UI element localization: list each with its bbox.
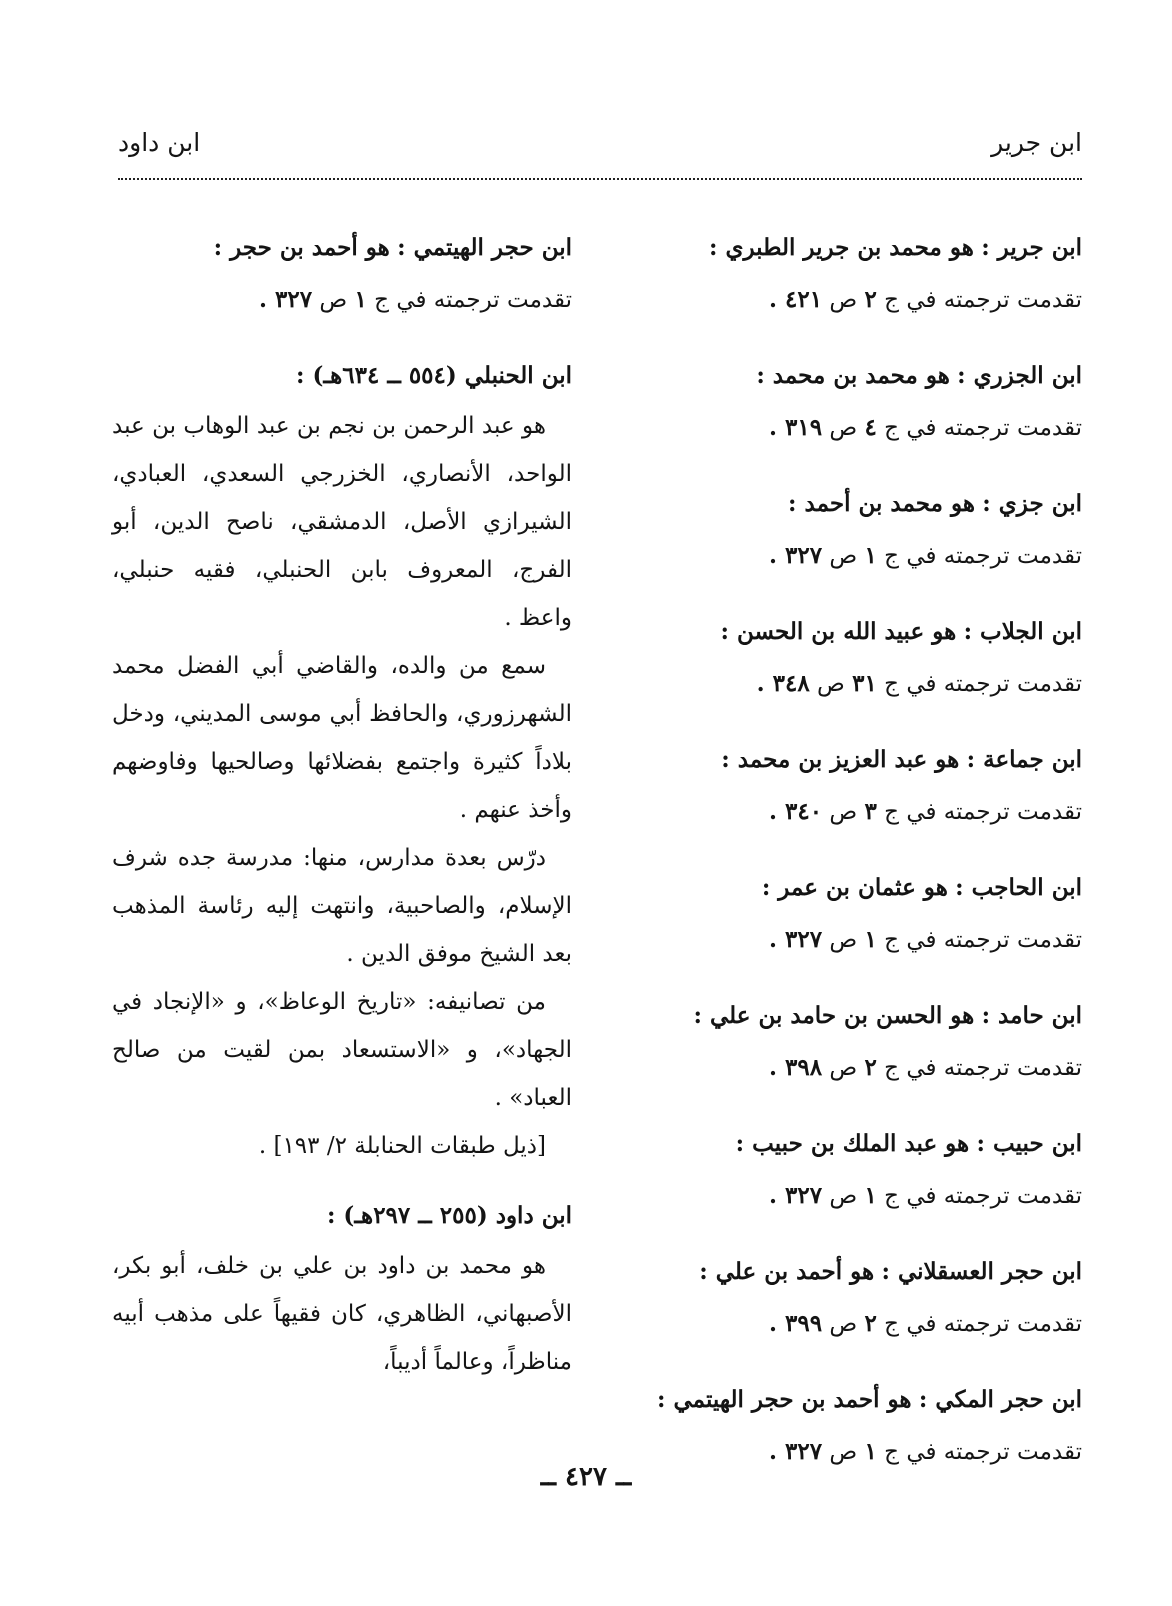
entry-reference: تقدمت ترجمته في ج ٢ ص ٣٩٨ .	[768, 1054, 1082, 1081]
entry-reference: تقدمت ترجمته في ج ١ ص ٣٢٧ .	[768, 542, 1082, 569]
entry-heading: ابن الحنبلي (٥٥٤ ــ ٦٣٤هـ) :	[296, 362, 572, 389]
right-column	[630, 222, 1082, 1502]
left-column	[112, 222, 572, 1386]
entry-reference: تقدمت ترجمته في ج ١ ص ٣٢٧ .	[768, 1438, 1082, 1465]
entry-name: ابن الحاجب :	[955, 874, 1082, 901]
entry-ibn-juzay	[630, 478, 1082, 582]
entry-identity: هو عبد الملك بن حبيب :	[735, 1130, 970, 1157]
entry-reference: تقدمت ترجمته في ج ١ ص ٣٢٧ .	[768, 926, 1082, 953]
header-right-title: ابن جرير	[991, 128, 1082, 157]
entry-identity: هو محمد بن محمد :	[756, 362, 950, 389]
entry-name: ابن حجر الهيتمي :	[397, 234, 572, 261]
source-citation: [ذيل طبقات الحنابلة ٢/ ١٩٣] .	[258, 1133, 546, 1159]
entry-name: ابن حجر العسقلاني :	[881, 1258, 1082, 1285]
entry-ibn-jamaa	[630, 734, 1082, 838]
entry-name: ابن الجزري :	[957, 362, 1082, 389]
entry-identity: هو محمد بن جرير الطبري :	[708, 234, 974, 261]
header-dotted-rule	[118, 178, 1082, 180]
entry-identity: هو عثمان بن عمر :	[761, 874, 948, 901]
entry-name: ابن الجلاب :	[963, 618, 1082, 645]
entry-name: ابن جماعة :	[966, 746, 1082, 773]
biography-paragraph: هو محمد بن داود بن علي بن خلف، أبو بكر، الأصبهاني، الظاهري، كان فقيهاً على مذهب أبيه مناظراً، وعالماً أديباً،	[112, 1253, 572, 1375]
header-left-title: ابن داود	[118, 128, 201, 157]
entry-identity: هو الحسن بن حامد بن علي :	[693, 1002, 975, 1029]
page-number: ــ ٤٢٧ ــ	[540, 1462, 632, 1492]
entry-identity: هو محمد بن أحمد :	[788, 490, 975, 517]
entry-identity: هو عبيد الله بن الحسن :	[720, 618, 957, 645]
entry-identity: هو عبد العزيز بن محمد :	[721, 746, 960, 773]
entry-ibn-jarir	[630, 222, 1082, 326]
biography-paragraph: سمع من والده، والقاضي أبي الفضل محمد الشهرزوري، والحافظ أبي موسى المديني، ودخل بلاداً كثيرة واجتمع بفضلائها وصالحيها وفاوضهم وأخذ عنهم .	[112, 653, 572, 823]
entry-reference: تقدمت ترجمته في ج ١ ص ٣٢٧ .	[768, 1182, 1082, 1209]
entry-reference: تقدمت ترجمته في ج ٢ ص ٤٢١ .	[768, 286, 1082, 313]
entry-reference: تقدمت ترجمته في ج ٣١ ص ٣٤٨ .	[756, 670, 1082, 697]
running-header	[118, 128, 1082, 166]
entry-name: ابن جزي :	[982, 490, 1082, 517]
entry-heading: ابن داود (٢٥٥ ــ ٢٩٧هـ) :	[326, 1202, 572, 1229]
entry-ibn-hamid	[630, 990, 1082, 1094]
biography-paragraph: من تصانيفه: «تاريخ الوعاظ»، و «الإنجاد في الجهاد»، و «الاستسعاد بمن لقيت من صالح العباد» .	[112, 989, 572, 1111]
biography-paragraph: درّس بعدة مدارس، منها: مدرسة جده شرف الإسلام، والصاحبية، وانتهت إليه رئاسة المذهب بعد الشيخ موفق الدين .	[112, 845, 572, 967]
entry-reference: تقدمت ترجمته في ج ٤ ص ٣١٩ .	[768, 414, 1082, 441]
entry-ibn-dawud	[112, 1190, 572, 1386]
entry-reference: تقدمت ترجمته في ج ١ ص ٣٢٧ .	[258, 286, 572, 313]
entry-ibn-hajar-asqalani	[630, 1246, 1082, 1350]
entry-ibn-al-jazari	[630, 350, 1082, 454]
entry-identity: هو أحمد بن حجر الهيتمي :	[657, 1386, 912, 1413]
entry-identity: هو أحمد بن حجر :	[213, 234, 390, 261]
entry-name: ابن حجر المكي :	[918, 1386, 1082, 1413]
entry-ibn-al-hanbali	[112, 350, 572, 1170]
entry-identity: هو أحمد بن علي :	[699, 1258, 875, 1285]
entry-ibn-al-jallab	[630, 606, 1082, 710]
entry-reference: تقدمت ترجمته في ج ٢ ص ٣٩٩ .	[768, 1310, 1082, 1337]
entry-ibn-hajar-haytami	[112, 222, 572, 326]
entry-reference: تقدمت ترجمته في ج ٣ ص ٣٤٠ .	[768, 798, 1082, 825]
entry-ibn-al-hajib	[630, 862, 1082, 966]
entry-ibn-habib	[630, 1118, 1082, 1222]
entry-name: ابن جرير :	[981, 234, 1082, 261]
entry-name: ابن حامد :	[981, 1002, 1082, 1029]
biography-paragraph: هو عبد الرحمن بن نجم بن عبد الوهاب بن عبد الواحد، الأنصاري، الخزرجي السعدي، العبادي، الشيرازي الأصل، الدمشقي، ناصح الدين، أبو الفرج، المعروف بابن الحنبلي، فقيه حنبلي، واعظ .	[112, 413, 572, 631]
entry-name: ابن حبيب :	[976, 1130, 1082, 1157]
